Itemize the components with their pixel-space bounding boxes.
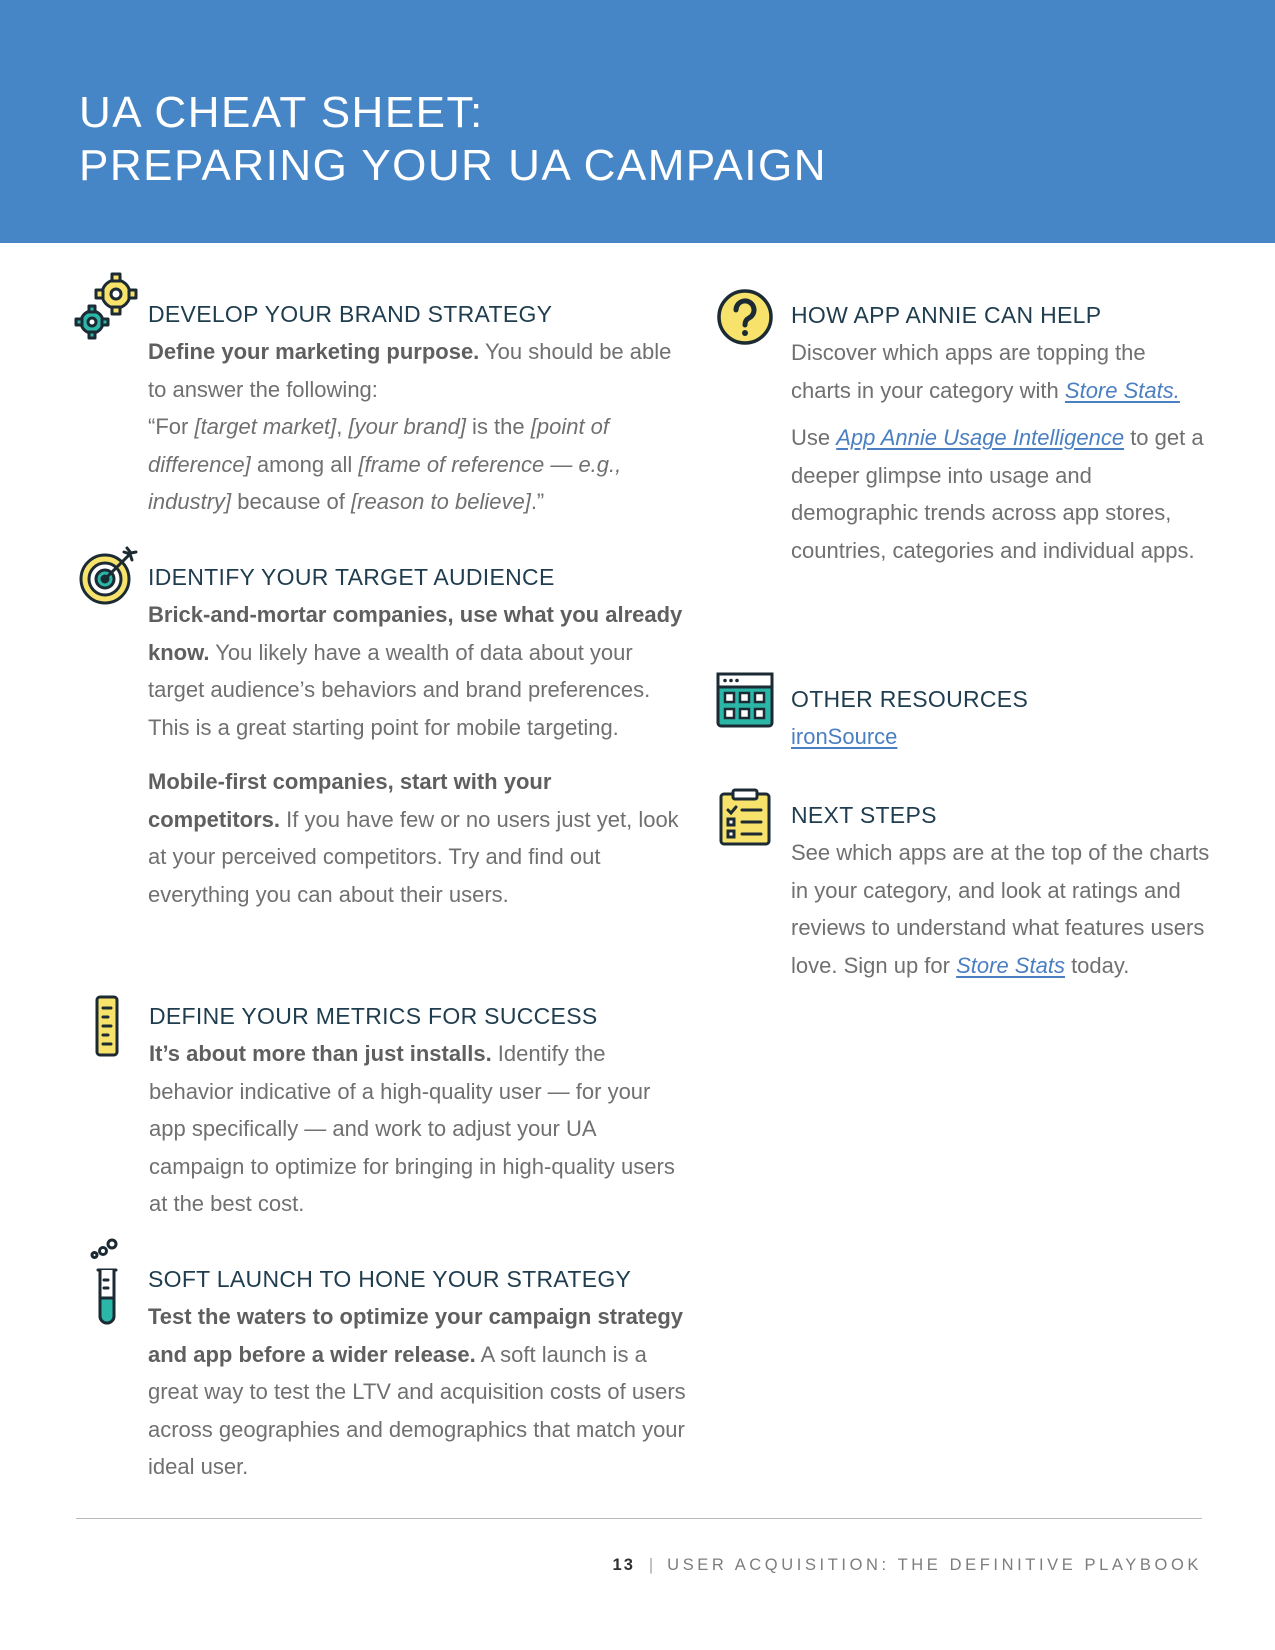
target-icon [78,546,138,606]
checklist-icon [719,788,771,846]
target-audience-heading: IDENTIFY YOUR TARGET AUDIENCE [148,564,555,590]
metrics-text: Identify the behavior indicative of a high-quality user — for your app specifically — and work to adjust your UA campaign to optimize for bringing in high-quality users at the best cost. [149,1041,675,1216]
store-stats-link[interactable]: Store Stats. [1064,377,1180,403]
gears-icon [74,272,140,342]
audience-paragraph-1: Brick-and-mortar companies, use what you already know. You likely have a wealth of data about your target audience’s behaviors and brand preferences. This is a great starting point for mobile targeting. [148,602,683,740]
page-footer [613,1556,1202,1575]
header-banner [0,0,1275,243]
other-resources-heading: OTHER RESOURCES [791,686,1029,712]
metrics-heading: DEFINE YOUR METRICS FOR SUCCESS [149,1003,598,1029]
other-resources-body [791,718,1211,756]
metrics-lead: It’s about more than just installs. [149,1041,492,1066]
brand-strategy-heading: DEVELOP YOUR BRAND STRATEGY [148,301,553,327]
question-icon [716,288,774,346]
test-tube-icon [90,1238,122,1332]
next-steps-end: today. [1064,952,1130,978]
soft-launch-heading: SOFT LAUNCH TO HONE YOUR STRATEGY [148,1266,632,1292]
next-steps-body [791,834,1211,984]
usage-intelligence-link[interactable]: App Annie Usage Intelligence [836,425,1125,450]
soft-launch-body [148,1298,688,1486]
ironsource-link[interactable]: ironSource [791,724,898,749]
soft-launch-text: A soft launch is a great way to test the LTV and acquisition costs of users across geographies and demographics that match your ideal user. [148,1341,686,1479]
help-paragraph-1: Discover which apps are topping the charts in your category with Store Stats. [791,340,1180,403]
page-title [79,86,827,192]
target-audience-body [148,596,688,913]
audience-paragraph-2: Mobile-first companies, start with your competitors. If you have few or no users just yet, look at your perceived competitors. Try and find out everything you can about their users. [148,769,679,907]
brand-text: You should be able to answer the following: [148,339,672,402]
soft-launch-lead: Test the waters to optimize your campaign strategy and app before a wider release. [148,1304,684,1367]
app-grid-icon [716,672,774,728]
ruler-icon [94,994,122,1060]
page-number: 13 [612,1556,635,1574]
footer-divider [76,1518,1202,1519]
next-steps-heading: NEXT STEPS [791,802,937,828]
app-annie-help-body [791,334,1211,569]
store-stats-signup-link[interactable]: Store Stats [956,952,1065,978]
footer-doc-title: USER ACQUISITION: THE DEFINITIVE PLAYBOOK [667,1556,1202,1574]
brand-strategy-body [148,333,688,521]
brand-quote: “For [target market], [your brand] is the [point of difference] among all [frame of reference — e.g., industry] because of [reason to believe].” [148,414,622,514]
page-title-line2: PREPARING YOUR UA CAMPAIGN [79,141,828,190]
metrics-body [149,1035,689,1223]
app-annie-help-heading: HOW APP ANNIE CAN HELP [791,302,1102,328]
help-paragraph-2: Use App Annie Usage Intelligence to get a deeper glimpse into usage and demographic trends across app stores, countries, categories and individual apps. [791,425,1204,563]
page-title-line1: UA CHEAT SHEET: [79,88,484,137]
next-steps-text: See which apps are at the top of the charts in your category, and look at ratings and reviews to understand what features users love. Sign up for [791,840,1210,978]
brand-lead: Define your marketing purpose. [148,339,480,364]
footer-separator: | [648,1556,654,1574]
